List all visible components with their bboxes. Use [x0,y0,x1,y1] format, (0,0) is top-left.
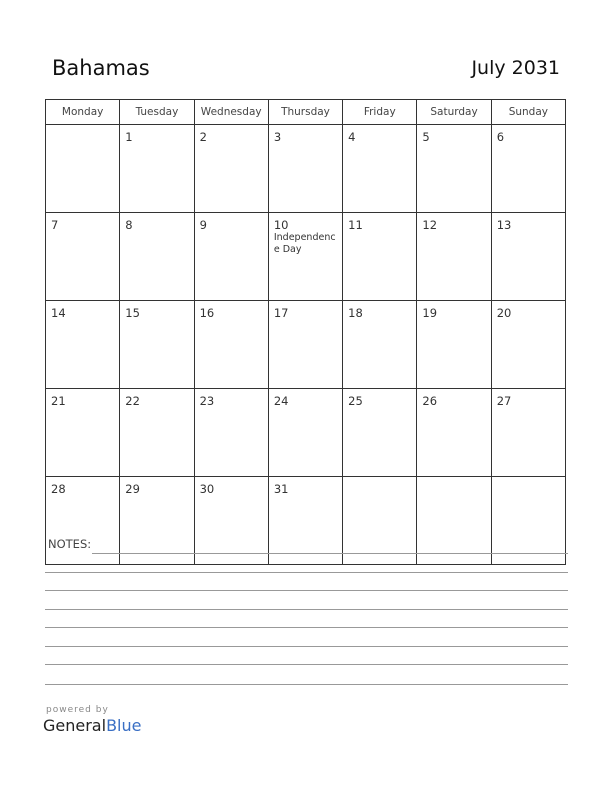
day-cell [417,213,491,301]
brand-logo [43,716,141,735]
day-number: 22 [125,394,140,408]
day-cell [194,125,268,213]
day-number: 10 [273,218,289,232]
day-cell [417,301,491,389]
day-number: 16 [199,306,215,320]
brand-blue: Blue [106,716,142,735]
day-number: 20 [496,306,512,320]
day-cell [194,389,268,477]
day-cell [120,477,194,565]
day-cell [343,213,417,301]
day-number: 29 [125,482,140,496]
notes-line [92,553,568,554]
day-cell [268,125,342,213]
day-cell [120,301,194,389]
day-number: 21 [51,394,66,408]
day-cell [268,389,342,477]
day-cell [417,477,491,565]
notes-line [45,664,568,665]
notes-line [45,590,568,591]
week-row [46,301,566,389]
day-cell [268,477,342,565]
day-number: 26 [422,394,438,408]
day-number: 19 [422,306,438,320]
day-cell [343,389,417,477]
day-number: 7 [51,218,59,232]
weekday-header: Sunday [491,100,565,125]
day-number: 24 [273,394,289,408]
day-number: 31 [273,482,289,496]
day-cell [120,125,194,213]
day-number: 2 [199,130,207,144]
day-cell [46,389,120,477]
day-number: 17 [273,306,289,320]
day-cell [46,301,120,389]
notes-label: NOTES: [48,537,92,551]
day-number: 23 [199,394,215,408]
day-cell [491,389,565,477]
notes-line [45,684,568,685]
day-number: 27 [496,394,512,408]
calendar-grid [45,99,566,565]
day-cell [417,389,491,477]
day-cell [194,477,268,565]
weekday-header: Tuesday [120,100,194,125]
day-cell [120,213,194,301]
day-number: 28 [51,482,66,496]
weekday-header: Thursday [268,100,342,125]
day-number: 11 [348,218,363,232]
day-cell [491,301,565,389]
week-row [46,213,566,301]
weekday-header-row [46,100,566,125]
weekday-header: Friday [343,100,417,125]
weekday-header: Monday [46,100,120,125]
notes-line [45,572,568,573]
day-number: 30 [199,482,215,496]
brand-general: General [43,716,107,735]
day-cell [343,125,417,213]
day-number: 3 [273,130,282,144]
day-cell [46,125,120,213]
day-cell [268,213,342,301]
notes-line [45,609,568,610]
day-number: 15 [125,306,140,320]
week-row [46,389,566,477]
powered-by-text: powered by [46,705,109,715]
day-cell [194,301,268,389]
day-number: 12 [422,218,438,232]
day-cell [491,213,565,301]
day-cell [491,477,565,565]
day-cell [417,125,491,213]
notes-line [45,646,568,647]
day-number: 4 [348,130,356,144]
day-number: 25 [348,394,363,408]
week-row [46,477,566,565]
day-number: 5 [422,130,430,144]
day-number: 13 [496,218,512,232]
day-cell [46,213,120,301]
day-number: 8 [125,218,133,232]
notes-line [45,627,568,628]
day-number: 9 [199,218,207,232]
weekday-header: Wednesday [194,100,268,125]
week-row [46,125,566,213]
month-title: July 2031 [471,57,560,79]
holiday-label: Independence Day [273,232,336,255]
day-cell [343,477,417,565]
country-title: Bahamas [52,56,150,80]
day-number: 18 [348,306,363,320]
day-cell [343,301,417,389]
day-number: 1 [125,130,133,144]
day-cell [120,389,194,477]
day-cell [491,125,565,213]
day-cell [194,213,268,301]
weekday-header: Saturday [417,100,491,125]
day-number: 14 [51,306,66,320]
day-cell [268,301,342,389]
day-cell [46,477,120,565]
day-number: 6 [496,130,505,144]
